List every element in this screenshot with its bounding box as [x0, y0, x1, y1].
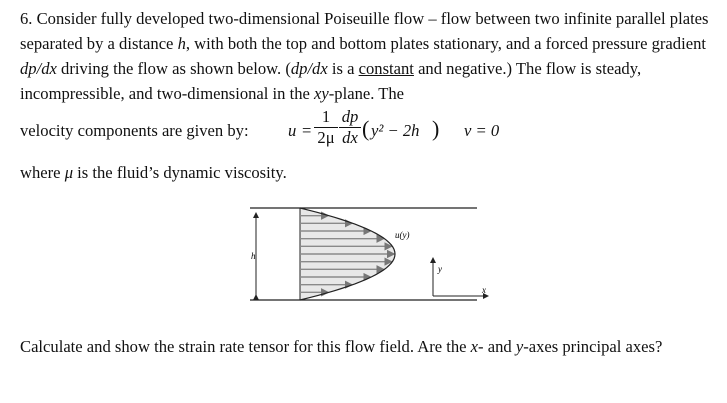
where-statement	[20, 160, 710, 185]
fraction-denominator: 2μ	[317, 128, 335, 147]
y-axis-label: y	[438, 264, 442, 274]
velocity-equation	[20, 108, 710, 158]
question-text: Calculate and show the strain rate tensor for this flow field. Are the	[20, 337, 471, 356]
var-h: h	[177, 34, 186, 53]
question-text: - and	[478, 337, 516, 356]
where-text: is the fluid’s dynamic viscosity.	[73, 163, 287, 182]
paren-open: (	[362, 116, 370, 141]
problem-statement	[20, 6, 710, 106]
v-equals-zero: v = 0	[464, 121, 500, 140]
underlined-constant: constant	[358, 59, 414, 78]
problem-text: -plane. The	[328, 84, 405, 103]
problem-text: driving the flow as shown below. (	[56, 59, 291, 78]
equation-label: velocity components are given by:	[20, 121, 249, 140]
var-xy: xy	[314, 84, 329, 103]
problem-text: is a	[327, 59, 359, 78]
var-dpdx: dp/dx	[20, 59, 57, 78]
var-y: y	[515, 337, 524, 356]
paren-close: )	[432, 116, 440, 141]
where-text: where	[20, 163, 65, 182]
var-u: u	[288, 121, 297, 140]
question-statement	[20, 334, 710, 360]
fraction-denominator: dx	[342, 128, 358, 147]
problem-text: and negative.) The flow is steady, incompressible, and two-dimensional in the	[20, 59, 642, 103]
fraction-numerator: 1	[321, 107, 331, 126]
expression-y2-minus-2h: y² − 2h	[371, 121, 420, 140]
h-label: h	[251, 251, 256, 261]
equals-sign: =	[302, 121, 312, 140]
var-mu: μ	[64, 163, 74, 182]
u-of-y-label: u(y)	[395, 230, 410, 240]
fraction-one-over-two-mu	[314, 108, 338, 147]
problem-text: , with both the top and bottom plates stationary, and a forced pressure gradient	[185, 34, 706, 53]
poiseuille-flow-figure	[245, 200, 495, 310]
var-dpdx: dp/dx	[290, 59, 328, 78]
fraction-numerator: dp	[341, 107, 359, 126]
var-x: x	[470, 337, 479, 356]
problem-text: Consider fully developed two-dimensional Poiseuille flow – flow between two infinite parallel plates separated by a distance	[20, 9, 709, 53]
x-axis-label: x	[482, 285, 486, 295]
fraction-dp-dx	[339, 108, 361, 147]
question-text: -axes principal axes?	[523, 337, 663, 356]
problem-number: 6.	[20, 9, 33, 28]
